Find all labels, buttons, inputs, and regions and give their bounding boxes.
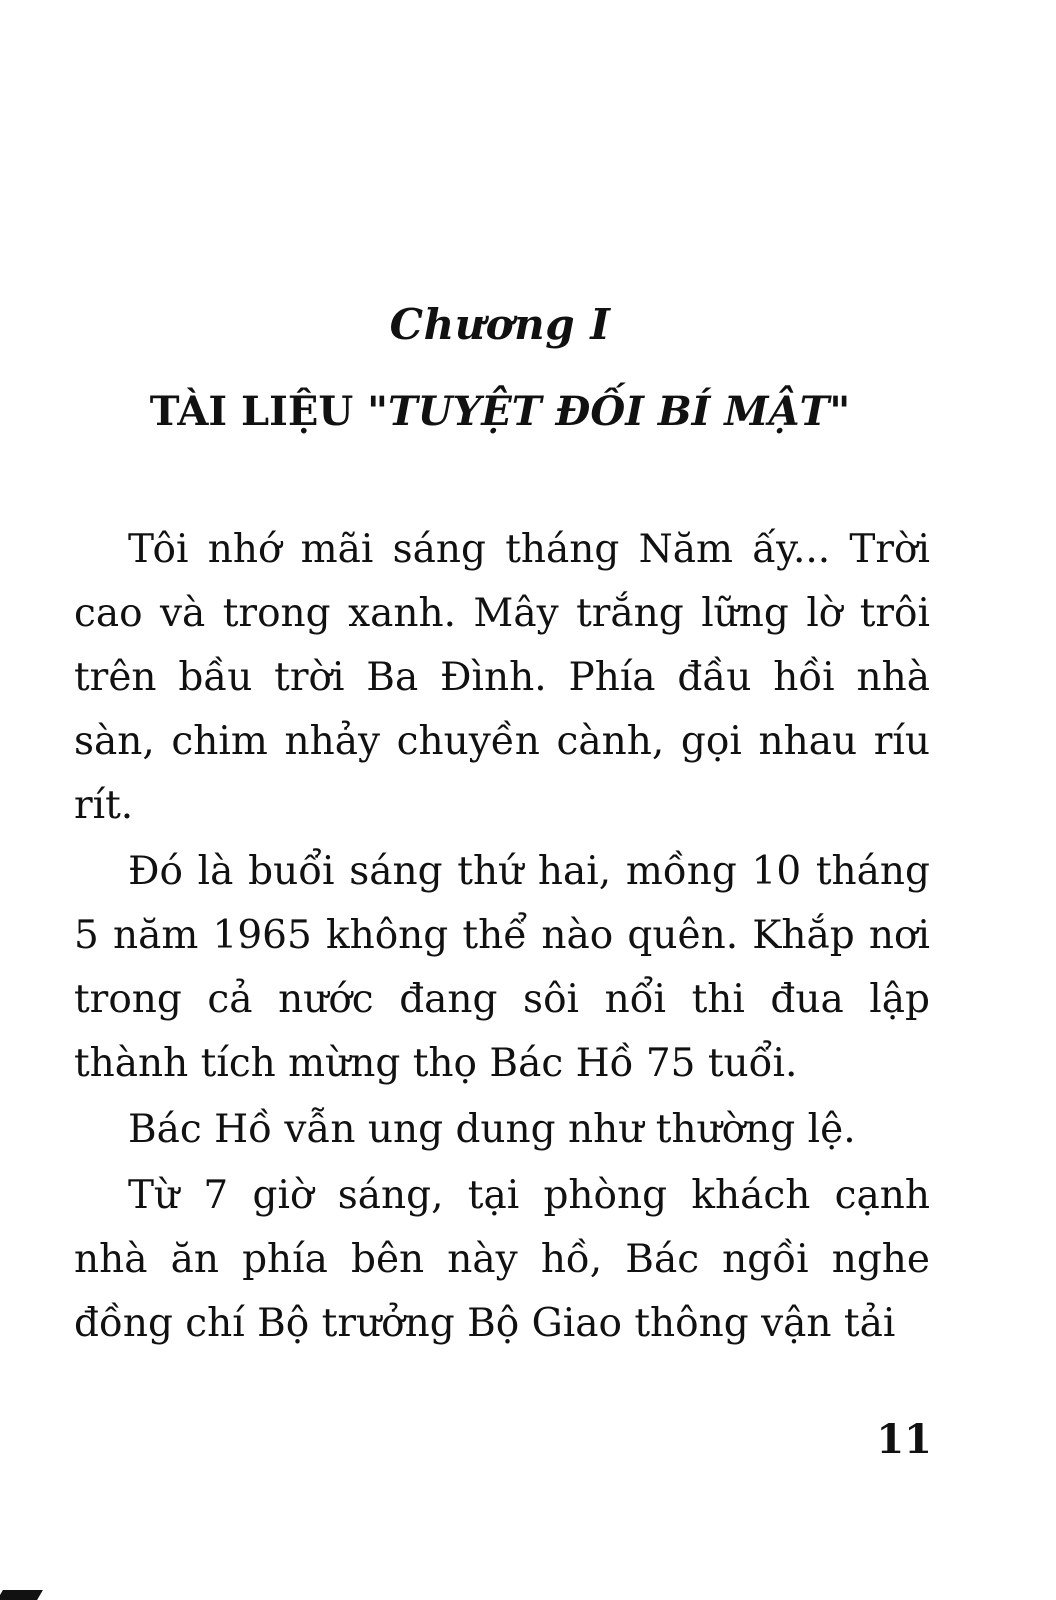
chapter-label: Chương I: [389, 300, 611, 349]
paragraph: Đó là buổi sáng thứ hai, mồng 10 tháng 5 năm 1965 không thể nào quên. Khắp nơi trong cả nước đang sôi nổi thi đua lập thành tích mừng thọ Bác Hồ 75 tuổi.: [74, 849, 930, 1086]
paragraph: Từ 7 giờ sáng, tại phòng khách cạnh nhà ăn phía bên này hồ, Bác ngồi nghe đồng chí Bộ trưởng Bộ Giao thông vận tải: [74, 1173, 930, 1346]
paragraph: Tôi nhớ mãi sáng tháng Năm ấy... Trời cao và trong xanh. Mây trắng lững lờ trôi trên bầu trời Ba Đình. Phía đầu hồi nhà sàn, chim nhảy chuyền cành, gọi nhau ríu rít.: [74, 527, 930, 828]
scan-edge-mark: [0, 1590, 43, 1600]
chapter-title-prefix: TÀI LIỆU: [149, 388, 368, 435]
chapter-title-quoted: "TUYỆT ĐỐI BÍ MẬT": [367, 388, 851, 435]
body-text: [74, 518, 930, 1356]
paragraph: Bác Hồ vẫn ung dung như thường lệ.: [128, 1107, 856, 1152]
chapter-title: [0, 388, 1000, 435]
page-number: 11: [876, 1416, 932, 1463]
